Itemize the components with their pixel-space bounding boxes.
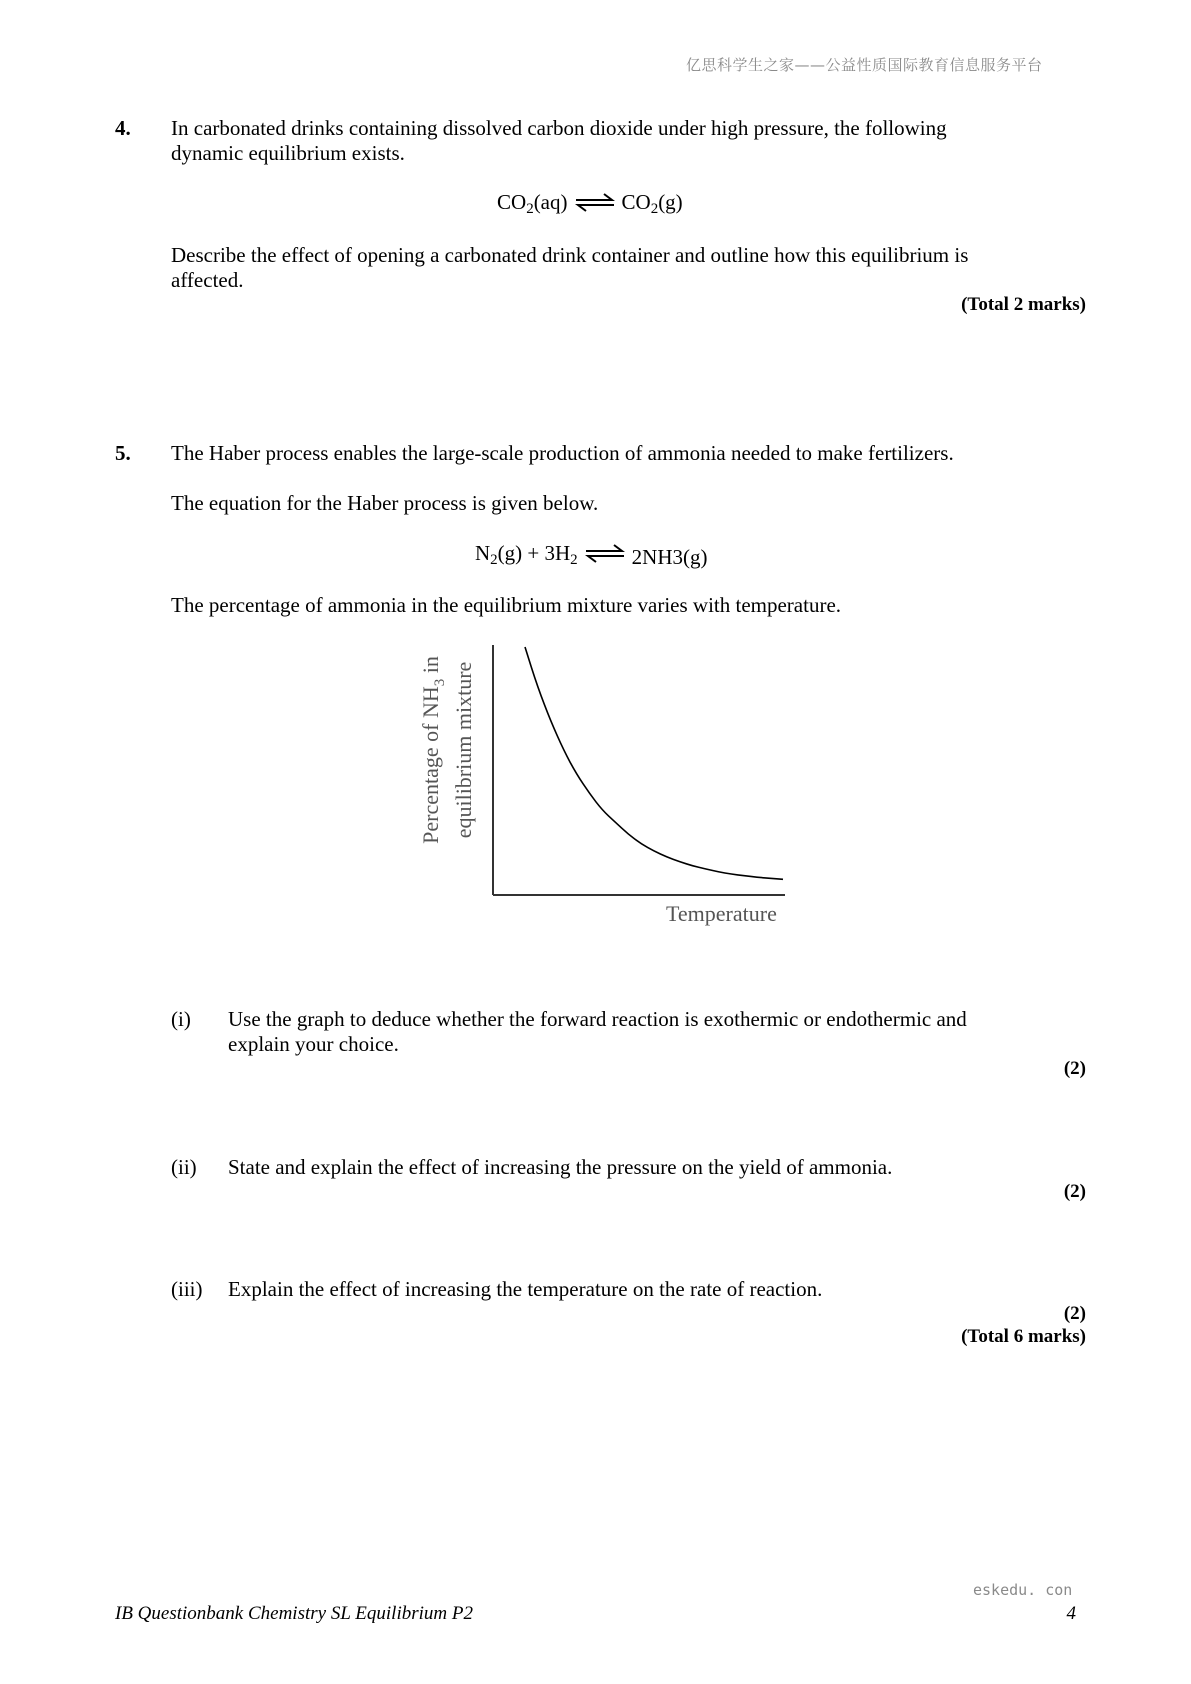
equilibrium-arrow-icon <box>574 192 616 212</box>
eq-h2-sub: 2 <box>570 552 578 568</box>
eq-co2g-co: CO <box>621 190 651 214</box>
eq-nh3: 2NH3(g) <box>631 545 708 569</box>
part-i-marks: (2) <box>1063 1058 1086 1079</box>
question-5-number: 5. <box>115 441 131 465</box>
question-4-number: 4. <box>115 116 131 140</box>
footer-site: eskedu. con <box>973 1581 1073 1599</box>
y-axis-label-line1: Percentage of NH <box>418 686 443 844</box>
eq-n2-sub: 2 <box>490 552 498 568</box>
part-iii-marks: (2) <box>1063 1303 1086 1324</box>
part-i-label: (i) <box>171 1007 191 1031</box>
question-4-equation <box>497 190 683 215</box>
eq-n2: N <box>475 541 491 565</box>
question-4-prompt-line1: Describe the effect of opening a carbonated drink container and outline how this equilibrium is <box>171 243 969 267</box>
y-axis-label-line2: equilibrium mixture <box>451 661 476 839</box>
question-4-text <box>171 116 947 166</box>
y-axis-label-line1-end: in <box>418 656 443 679</box>
part-ii-marks: (2) <box>1063 1181 1086 1202</box>
equilibrium-arrow-icon <box>584 543 626 563</box>
eq-co2aq-state: (aq) <box>533 190 568 214</box>
question-5-intro: The Haber process enables the large-scale production of ammonia needed to make fertilizers. <box>171 441 954 465</box>
footer-title: IB Questionbank Chemistry SL Equilibrium P2 <box>115 1603 473 1624</box>
y-axis-label-sub: 3 <box>432 678 448 687</box>
part-ii-label: (ii) <box>171 1155 197 1179</box>
nh3-temperature-chart <box>400 635 800 935</box>
x-axis-label: Temperature <box>666 901 777 926</box>
question-4-text-line2: dynamic equilibrium exists. <box>171 141 405 165</box>
nh3-percentage-curve <box>525 647 783 879</box>
question-4-prompt <box>171 243 968 293</box>
part-i-text <box>228 1007 967 1057</box>
haber-equation <box>475 541 708 569</box>
part-i-text-line1: Use the graph to deduce whether the forward reaction is exothermic or endothermic and <box>228 1007 967 1031</box>
question-4-total-marks: (Total 2 marks) <box>961 294 1086 315</box>
eq-co2aq-co: CO <box>497 190 527 214</box>
eq-co2aq-sub: 2 <box>526 201 534 217</box>
question-4-prompt-line2: affected. <box>171 268 244 292</box>
y-axis-label <box>418 656 476 844</box>
part-iii-label: (iii) <box>171 1277 203 1301</box>
eq-h2: (g) + 3H <box>497 541 571 565</box>
svg-text:Percentage of NH3 in <box>418 656 448 844</box>
question-5-graph-intro: The percentage of ammonia in the equilibrium mixture varies with temperature. <box>171 593 842 617</box>
eq-co2g-state: (g) <box>658 190 683 214</box>
question-4-text-line1: In carbonated drinks containing dissolved carbon dioxide under high pressure, the following <box>171 116 947 140</box>
question-5-eq-intro: The equation for the Haber process is given below. <box>171 491 599 515</box>
footer-page-number: 4 <box>1066 1603 1076 1624</box>
part-iii-text: Explain the effect of increasing the temperature on the rate of reaction. <box>228 1277 823 1301</box>
eq-co2g-sub: 2 <box>650 201 659 217</box>
question-5-total-marks: (Total 6 marks) <box>961 1326 1086 1347</box>
header-site-name: 亿思科学生之家——公益性质国际教育信息服务平台 <box>686 56 1043 74</box>
part-i-text-line2: explain your choice. <box>228 1032 399 1056</box>
part-ii-text: State and explain the effect of increasing the pressure on the yield of ammonia. <box>228 1155 893 1179</box>
